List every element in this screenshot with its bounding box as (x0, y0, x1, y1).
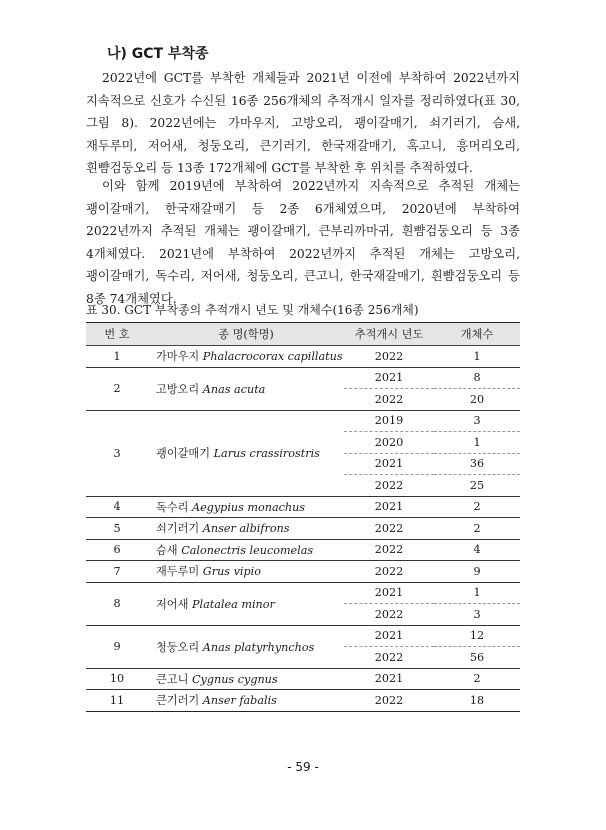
korean-name: 쇠기러기 (156, 522, 200, 536)
species-name (148, 518, 344, 540)
individual-count: 1 (434, 432, 520, 454)
table-caption: 표 30. GCT 부착종의 추적개시 년도 및 개체수(16종 256개체) (86, 303, 419, 317)
tracking-year: 2022 (344, 647, 434, 669)
table-row (86, 367, 520, 389)
individual-count: 1 (434, 346, 520, 368)
species-number: 6 (86, 539, 148, 561)
species-number: 7 (86, 561, 148, 583)
individual-count: 56 (434, 647, 520, 669)
table-row (86, 668, 520, 690)
table-row (86, 582, 520, 604)
scientific-name: Larus crassirostris (213, 447, 320, 460)
tracking-year: 2022 (344, 561, 434, 583)
species-number: 8 (86, 582, 148, 625)
korean-name: 독수리 (156, 500, 189, 514)
header-year: 추적개시 년도 (344, 323, 434, 346)
korean-name: 큰기러기 (156, 694, 200, 708)
table-row (86, 690, 520, 712)
tracking-year: 2022 (344, 518, 434, 540)
scientific-name: Cygnus cygnus (191, 672, 278, 686)
species-number: 3 (86, 410, 148, 496)
table-row (86, 410, 520, 432)
table-row (86, 625, 520, 647)
individual-count: 2 (434, 496, 520, 518)
species-number: 2 (86, 367, 148, 410)
scientific-name: Platalea minor (191, 597, 275, 611)
tracking-year: 2022 (344, 539, 434, 561)
individual-count: 8 (434, 367, 520, 389)
individual-count: 9 (434, 561, 520, 583)
table-row (86, 496, 520, 518)
individual-count: 25 (434, 475, 520, 497)
table-row (86, 539, 520, 561)
tracking-year: 2022 (344, 389, 434, 411)
individual-count: 20 (434, 389, 520, 411)
header-species: 종 명(학명) (148, 323, 344, 346)
species-number: 4 (86, 496, 148, 518)
individual-count: 36 (434, 453, 520, 475)
tracking-year: 2021 (344, 367, 434, 389)
scientific-name: Calonectris leucomelas (181, 543, 314, 557)
korean-name: 고방오리 (156, 382, 200, 396)
scientific-name: Aegypius monachus (191, 500, 306, 514)
individual-count: 18 (434, 690, 520, 712)
korean-name: 큰고니 (156, 672, 189, 686)
species-name (148, 346, 344, 368)
tracking-year: 2021 (344, 496, 434, 518)
species-name (148, 668, 344, 690)
species-name (148, 410, 344, 496)
tracking-year: 2021 (344, 668, 434, 690)
species-name (148, 561, 344, 583)
tracking-year: 2021 (344, 453, 434, 475)
table-body (86, 346, 520, 712)
individual-count: 2 (434, 518, 520, 540)
table-header-row (86, 323, 520, 346)
korean-name: 가마우지 (156, 350, 200, 364)
individual-count: 4 (434, 539, 520, 561)
page-number: - 59 - (287, 760, 319, 774)
tracking-year: 2019 (344, 410, 434, 432)
species-name (148, 625, 344, 668)
species-name (148, 367, 344, 410)
individual-count: 3 (434, 410, 520, 432)
header-count: 개체수 (434, 323, 520, 346)
korean-name: 재두루미 (156, 565, 200, 579)
scientific-name: Anas platyrhynchos (202, 640, 315, 654)
scientific-name: Anser fabalis (202, 694, 277, 708)
species-number: 5 (86, 518, 148, 540)
individual-count: 3 (434, 604, 520, 626)
species-name (148, 582, 344, 625)
scientific-name: Phalacrocorax capillatus (202, 350, 343, 364)
korean-name: 슴새 (156, 543, 178, 557)
paragraph-1: 2022년에 GCT를 부착한 개체들과 2021년 이전에 부착하여 2022년까지 지속적으로 신호가 수신된 16종 256개체의 추적개시 일자를 정리하였다(표 30, 그림 8). 2022년에는 가마우지, 고방오리, 괭이갈매기, 쇠기러기, 슴새, 재두루미, 저어새, 청둥오리, 큰기러기, 한국재갈매기, 혹고니, 흥머리오리, 흰뺨검둥오리 등 13종 172개체에 GCT를 부착한 후 위치를 추적하였다. (86, 71, 520, 176)
tracking-year: 2022 (344, 690, 434, 712)
tracking-year: 2022 (344, 346, 434, 368)
table-row (86, 518, 520, 540)
species-number: 9 (86, 625, 148, 668)
species-name (148, 690, 344, 712)
scientific-name: Anas acuta (202, 382, 266, 396)
table-row (86, 561, 520, 583)
species-name (148, 496, 344, 518)
korean-name: 청둥오리 (156, 640, 200, 654)
species-number: 10 (86, 668, 148, 690)
tracking-year: 2021 (344, 582, 434, 604)
species-number: 1 (86, 346, 148, 368)
species-number: 11 (86, 690, 148, 712)
tracking-table (86, 322, 520, 712)
individual-count: 1 (434, 582, 520, 604)
tracking-year: 2022 (344, 604, 434, 626)
korean-name: 저어새 (156, 597, 189, 611)
korean-name: 괭이갈매기 (156, 447, 211, 460)
header-number: 번 호 (86, 323, 148, 346)
tracking-year: 2021 (344, 625, 434, 647)
scientific-name: Anser albifrons (202, 522, 290, 536)
tracking-year: 2020 (344, 432, 434, 454)
individual-count: 2 (434, 668, 520, 690)
table-row (86, 346, 520, 368)
section-heading: 나) GCT 부착종 (107, 46, 209, 62)
scientific-name: Grus vipio (202, 565, 261, 579)
individual-count: 12 (434, 625, 520, 647)
tracking-year: 2022 (344, 475, 434, 497)
species-name (148, 539, 344, 561)
paragraph-2: 이와 함께 2019년에 부착하여 2022년까지 지속적으로 추적된 개체는 괭이갈매기, 한국재갈매기 등 2종 6개체였으며, 2020년에 부착하여 2022년까지 추적된 개체는 괭이갈매기, 큰부리까마귀, 흰뺨검둥오리 등 3종 4개체였다. 2021년에 부착하여 2022년까지 추적된 개체는 고방오리, 괭이갈매기, 독수리, 저어새, 청둥오리, 큰고니, 한국재갈매기, 흰뺨검둥오리 등 8종 74개체였다. (86, 179, 520, 306)
